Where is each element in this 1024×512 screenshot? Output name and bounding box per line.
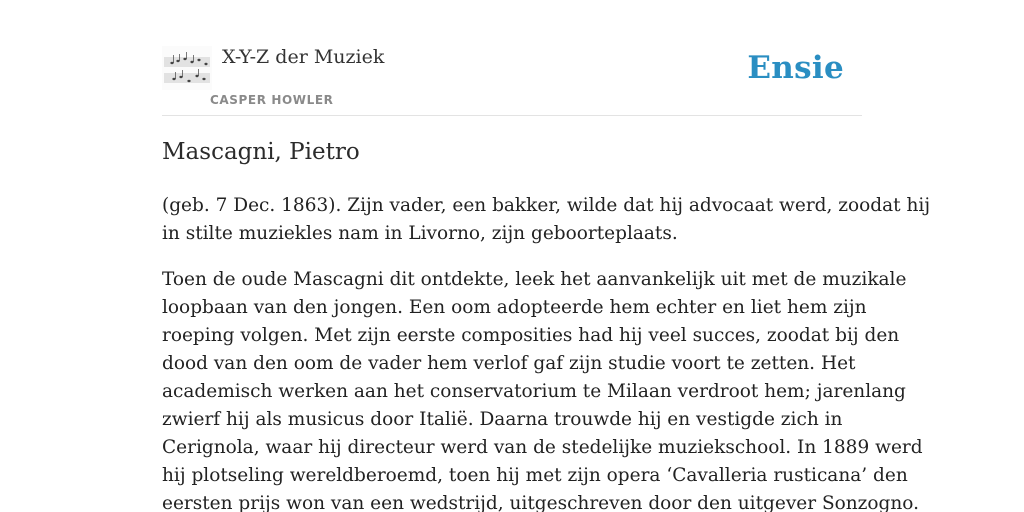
text-line: loopbaan van den jongen. Een oom adopteerde hem echter en liet hem zijn bbox=[162, 297, 867, 318]
text-line: Cerignola, waar hij directeur werd van de stedelijke muziekschool. In 1889 werd bbox=[162, 437, 923, 458]
text-line: Toen de oude Mascagni dit ontdekte, leek het aanvankelijk uit met de muzikale bbox=[162, 269, 907, 290]
sheet-music-icon bbox=[162, 46, 212, 90]
text-line: academisch werken aan het conservatorium te Milaan verdroot hem; jarenlang bbox=[162, 381, 906, 402]
text-line: hij plotseling wereldberoemd, toen hij met zijn opera ‘Cavalleria rusticana’ den bbox=[162, 465, 908, 486]
sheet-music-thumbnail-icon[interactable] bbox=[162, 46, 212, 90]
entry-body bbox=[162, 192, 931, 512]
book-title-link[interactable]: X-Y-Z der Muziek bbox=[222, 46, 385, 68]
brand-logo[interactable]: Ensie bbox=[747, 50, 844, 86]
text-line: in stilte muziekles nam in Livorno, zijn geboorteplaats. bbox=[162, 223, 678, 244]
text-line: roeping volgen. Met zijn eerste composities had hij veel succes, zoodat bij den bbox=[162, 325, 900, 346]
paragraph-1 bbox=[162, 192, 931, 248]
text-line: eersten prijs won van een wedstrijd, uitgeschreven door den uitgever Sonzogno. bbox=[162, 493, 920, 512]
page-header bbox=[162, 40, 862, 116]
text-line: (geb. 7 Dec. 1863). Zijn vader, een bakker, wilde dat hij advocaat werd, zoodat hij bbox=[162, 195, 931, 216]
entry-title: Mascagni, Pietro bbox=[162, 139, 360, 165]
author-name[interactable]: CASPER HOWLER bbox=[210, 93, 334, 107]
text-line: zwierf hij als musicus door Italië. Daarna trouwde hij en vestigde zich in bbox=[162, 409, 843, 430]
paragraph-2 bbox=[162, 266, 923, 512]
text-line: dood van den oom de vader hem verlof gaf zijn studie voort te zetten. Het bbox=[162, 353, 856, 374]
